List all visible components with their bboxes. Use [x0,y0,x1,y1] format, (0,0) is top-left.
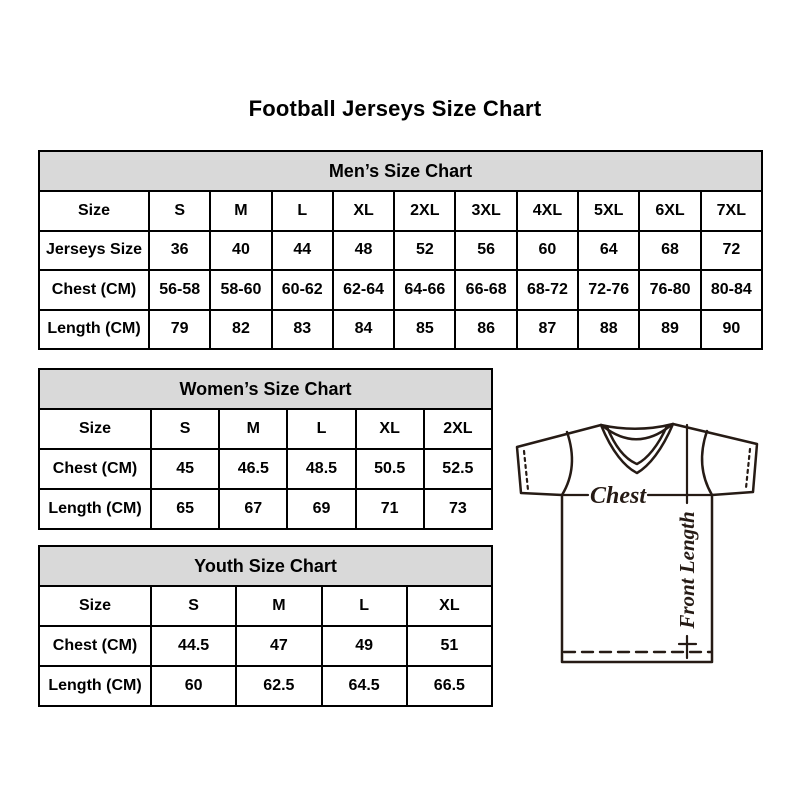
cell-value: M [219,409,287,449]
cell-value: 65 [151,489,219,529]
table-row [39,586,492,626]
table-row [39,666,492,706]
cell-value: 44 [272,231,333,271]
cell-value: 85 [394,310,455,350]
table-title: Youth Size Chart [39,546,492,586]
cell-value: 60-62 [272,270,333,310]
cell-value: 50.5 [356,449,424,489]
table-row [39,231,762,271]
jersey-outline [517,424,757,662]
row-label: Size [39,586,151,626]
row-label: Chest (CM) [39,449,151,489]
cell-value: 62-64 [333,270,394,310]
cell-value: XL [356,409,424,449]
cell-value: 2XL [424,409,492,449]
front-length-label: Front Length [675,511,699,629]
table-row [39,270,762,310]
cell-value: 56 [455,231,516,271]
table-row [39,626,492,666]
cell-value: 86 [455,310,516,350]
cell-value: 90 [701,310,762,350]
cell-value: 44.5 [151,626,236,666]
row-label: Size [39,191,149,231]
cell-value: S [151,409,219,449]
womens-size-table [38,368,493,530]
row-label: Length (CM) [39,666,151,706]
cell-value: 2XL [394,191,455,231]
cell-value: 64 [578,231,639,271]
table-title-row [39,546,492,586]
right-cuff-dashed-line [746,449,750,488]
table-title: Men’s Size Chart [39,151,762,191]
mens-size-table [38,150,763,350]
cell-value: 69 [287,489,355,529]
table-row [39,191,762,231]
cell-value: 64-66 [394,270,455,310]
table-row [39,449,492,489]
cell-value: 72-76 [578,270,639,310]
table-row [39,489,492,529]
cell-value: 72 [701,231,762,271]
cell-value: 68-72 [517,270,578,310]
cell-value: 7XL [701,191,762,231]
cell-value: 4XL [517,191,578,231]
cell-value: XL [333,191,394,231]
cell-value: 68 [639,231,700,271]
cell-value: 79 [149,310,210,350]
cell-value: M [210,191,271,231]
cell-value: XL [407,586,492,626]
cell-value: 40 [210,231,271,271]
jersey-measurement-diagram [505,413,770,673]
row-label: Length (CM) [39,489,151,529]
cell-value: 49 [322,626,407,666]
row-label: Chest (CM) [39,626,151,666]
table-title-row [39,151,762,191]
cell-value: 62.5 [236,666,321,706]
cell-value: 45 [151,449,219,489]
cell-value: 88 [578,310,639,350]
table-title: Women’s Size Chart [39,369,492,409]
cell-value: L [322,586,407,626]
cell-value: 47 [236,626,321,666]
cell-value: 52.5 [424,449,492,489]
cell-value: 87 [517,310,578,350]
row-label: Chest (CM) [39,270,149,310]
cell-value: 71 [356,489,424,529]
vneck-collar [601,424,673,473]
row-label: Jerseys Size [39,231,149,271]
cell-value: 58-60 [210,270,271,310]
cell-value: L [287,409,355,449]
cell-value: 52 [394,231,455,271]
cell-value: S [151,586,236,626]
row-label: Length (CM) [39,310,149,350]
cell-value: 46.5 [219,449,287,489]
chest-label: Chest [589,483,647,509]
cell-value: 48 [333,231,394,271]
cell-value: 60 [151,666,236,706]
page-title: Football Jerseys Size Chart [248,96,542,121]
cell-value: M [236,586,321,626]
cell-value: 76-80 [639,270,700,310]
cell-value: 84 [333,310,394,350]
table-row [39,310,762,350]
cell-value: 36 [149,231,210,271]
cell-value: S [149,191,210,231]
cell-value: 48.5 [287,449,355,489]
cell-value: 66-68 [455,270,516,310]
left-armhole-seam [562,432,572,495]
youth-size-table [38,545,493,707]
table-title-row [39,369,492,409]
cell-value: 66.5 [407,666,492,706]
row-label: Size [39,409,151,449]
cell-value: 82 [210,310,271,350]
cell-value: 67 [219,489,287,529]
cell-value: 64.5 [322,666,407,706]
cell-value: 80-84 [701,270,762,310]
cell-value: 83 [272,310,333,350]
cell-value: 60 [517,231,578,271]
cell-value: 56-58 [149,270,210,310]
cell-value: 73 [424,489,492,529]
cell-value: L [272,191,333,231]
cell-value: 89 [639,310,700,350]
cell-value: 6XL [639,191,700,231]
cell-value: 51 [407,626,492,666]
cell-value: 5XL [578,191,639,231]
cell-value: 3XL [455,191,516,231]
left-cuff-dashed-line [524,451,528,490]
table-row [39,409,492,449]
right-armhole-seam [702,431,712,495]
